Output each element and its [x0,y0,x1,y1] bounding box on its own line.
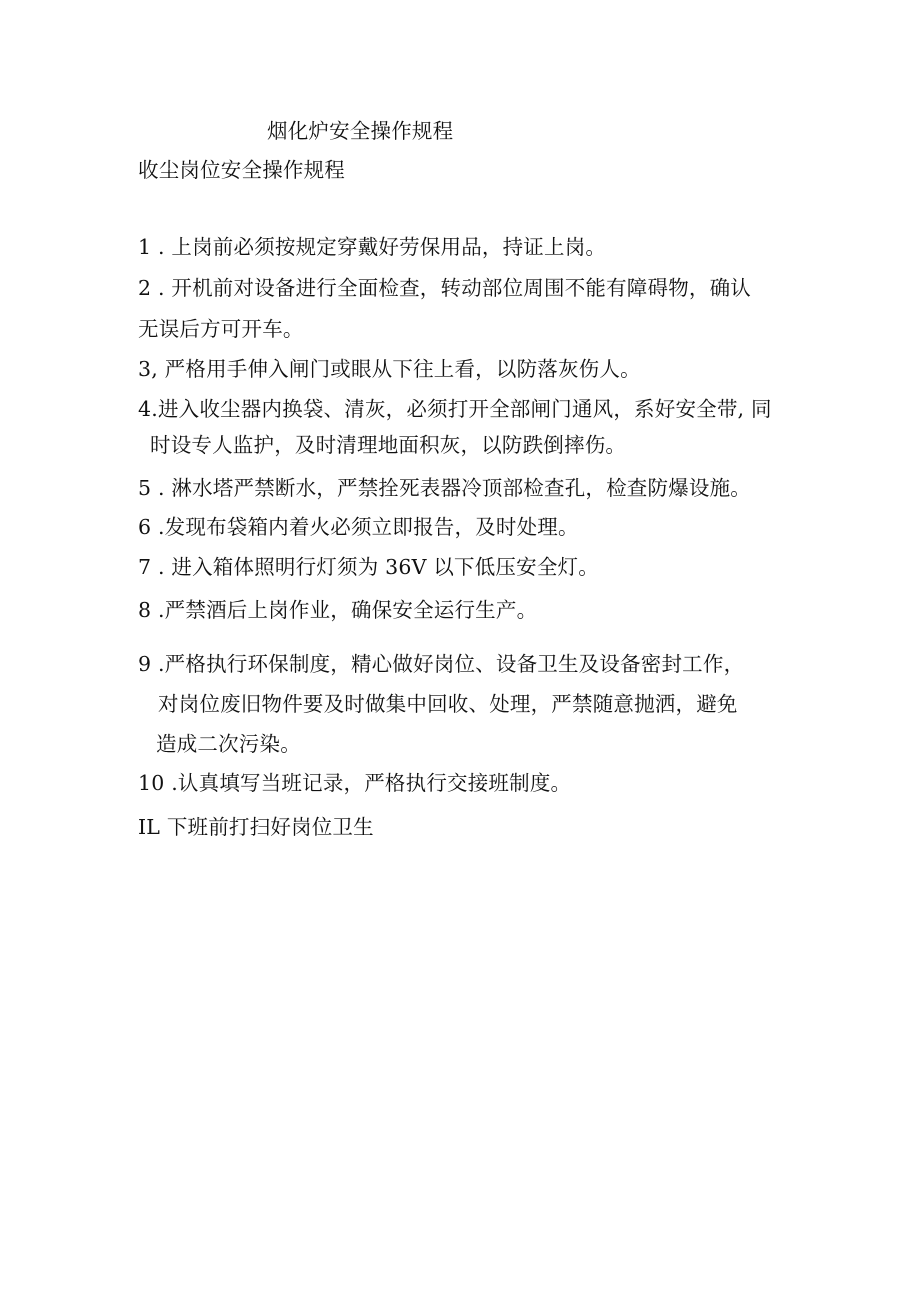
rule-line-6: 6 .发现布袋箱内着火必须立即报告，及时处理。 [138,515,579,539]
rule-line-8: 8 .严禁酒后上岗作业，确保安全运行生产。 [138,598,538,622]
rule-line-7: 7 . 进入箱体照明行灯须为 36V 以下低压安全灯。 [138,555,599,579]
rule-line-4a: 4.进入收尘器内换袋、清灰，必须打开全部闸门通风，系好安全带, 同 [138,397,772,421]
rule-line-10: 10 .认真填写当班记录，严格执行交接班制度。 [138,771,572,795]
rule-line-11: IL 下班前打扫好岗位卫生 [138,815,374,839]
rule-line-1: 1 . 上岗前必须按规定穿戴好劳保用品，持证上岗。 [138,235,607,259]
rule-line-4b: 时设专人监护，及时清理地面积灰，以防跌倒摔伤。 [150,433,627,457]
rule-line-2a: 2 . 开机前对设备进行全面检查，转动部位周围不能有障碍物，确认 [138,276,751,300]
rule-line-5: 5 . 淋水塔严禁断水，严禁拴死表器冷顶部检查孔，检查防爆设施。 [138,476,751,500]
rule-line-9c: 造成二次污染。 [156,732,301,756]
rule-line-3: 3, 严格用手伸入闸门或眼从下往上看，以防落灰伤人。 [138,357,641,381]
rule-line-9b: 对岗位废旧物件要及时做集中回收、处理，严禁随意抛洒，避免 [158,692,738,716]
document-title: 烟化炉安全操作规程 [267,119,454,143]
document-subtitle: 收尘岗位安全操作规程 [138,158,345,182]
rule-line-9a: 9 .严格执行环保制度，精心做好岗位、设备卫生及设备密封工作， [138,652,745,676]
rule-line-2b: 无误后方可开车。 [138,317,304,341]
